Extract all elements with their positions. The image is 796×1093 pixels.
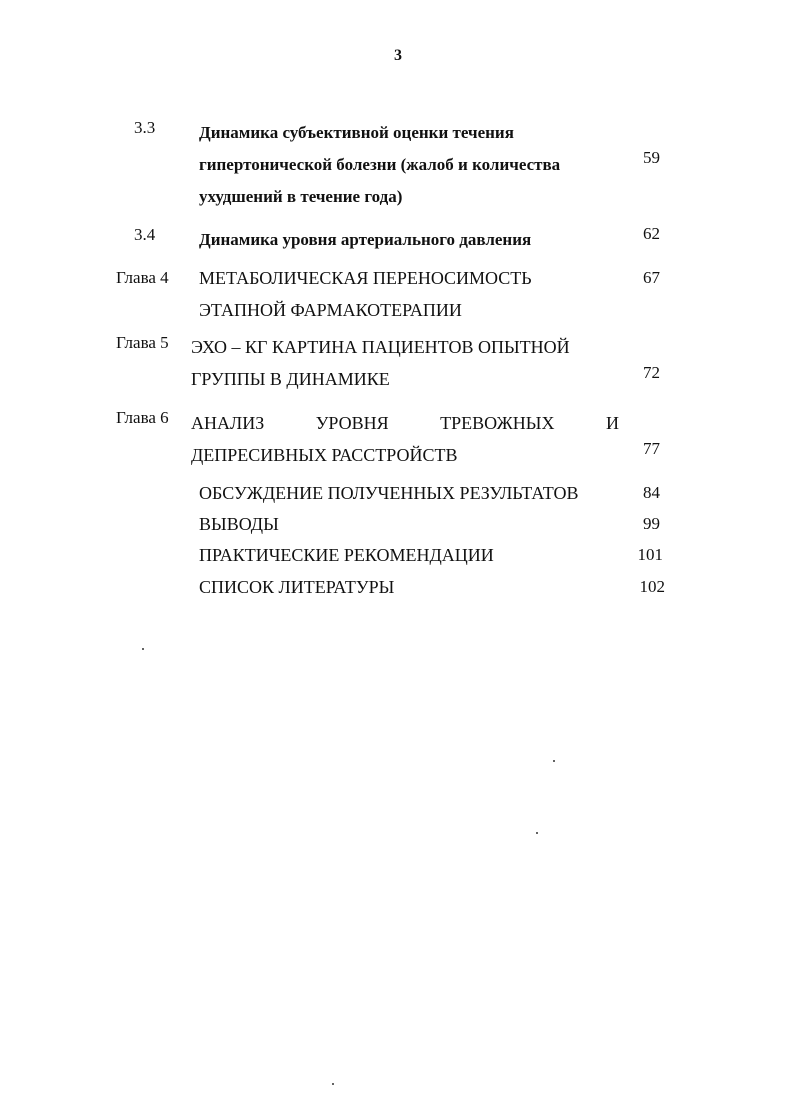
scan-speck [553, 760, 555, 762]
toc-entry-title [199, 508, 279, 540]
toc-entry-title-line: Динамика субъективной оценки течения [199, 123, 514, 142]
toc-entry-title-word: ТРЕВОЖНЫХ [440, 413, 555, 433]
toc-entry-title [199, 224, 531, 256]
toc-entry-title-line: ЭТАПНОЙ ФАРМАКОТЕРАПИИ [199, 300, 462, 320]
toc-entry-title [199, 571, 394, 603]
toc-entry-title-line: СПИСОК ЛИТЕРАТУРЫ [199, 577, 395, 597]
toc-entry-title-line: ДЕПРЕСИВНЫХ РАССТРОЙСТВ [191, 445, 458, 465]
toc-entry-number: 3.3 [134, 118, 156, 137]
toc-entry-title-line: МЕТАБОЛИЧЕСКАЯ ПЕРЕНОСИМОСТЬ [199, 268, 532, 288]
toc-entry-title-word: УРОВНЯ [315, 413, 389, 433]
toc-entry-page: 84 [643, 483, 660, 502]
toc-entry-page: 59 [643, 148, 660, 167]
toc-entry-number: Глава 4 [116, 268, 169, 287]
toc-entry-number: 3.4 [134, 225, 156, 244]
toc-entry-title [199, 539, 494, 571]
toc-entry-page: 102 [639, 577, 665, 596]
toc-entry-number: Глава 5 [116, 333, 169, 352]
toc-entry-page: 99 [643, 514, 660, 533]
toc-entry-page: 62 [643, 224, 660, 243]
toc-entry-title [199, 117, 560, 213]
toc-entry-page: 101 [637, 545, 663, 564]
toc-entry-title-line: ВЫВОДЫ [199, 514, 279, 534]
toc-entry-page: 77 [643, 439, 660, 458]
toc-entry-title-line: Динамика уровня артериального давления [199, 230, 532, 249]
toc-entry-title [199, 477, 579, 509]
toc-entry-title-line: ОБСУЖДЕНИЕ ПОЛУЧЕННЫХ РЕЗУЛЬТАТОВ [199, 483, 579, 503]
toc-entry-title-line: ЭХО – КГ КАРТИНА ПАЦИЕНТОВ ОПЫТНОЙ [191, 337, 570, 357]
toc-entry-title-line: ухудшений в течение года) [199, 187, 403, 206]
toc-entry-title [199, 262, 532, 326]
toc-entry-title [191, 407, 619, 471]
toc-entry-title-line: ГРУППЫ В ДИНАМИКЕ [191, 369, 390, 389]
toc-entry-title-line: ПРАКТИЧЕСКИЕ РЕКОМЕНДАЦИИ [199, 545, 494, 565]
toc-entry-title-word: И [605, 413, 619, 433]
scan-speck [142, 648, 144, 650]
page-number: 3 [394, 47, 402, 64]
scan-speck [332, 1083, 334, 1085]
scan-speck [536, 832, 538, 834]
toc-entry-page: 67 [643, 268, 660, 287]
toc-entry-title-line: гипертонической болезни (жалоб и количества [199, 155, 561, 174]
toc-entry-title [191, 331, 570, 395]
toc-entry-page: 72 [643, 363, 660, 382]
toc-entry-title-line [191, 407, 619, 439]
toc-entry-number: Глава 6 [116, 408, 169, 427]
toc-entry-title-word: АНАЛИЗ [191, 413, 265, 433]
